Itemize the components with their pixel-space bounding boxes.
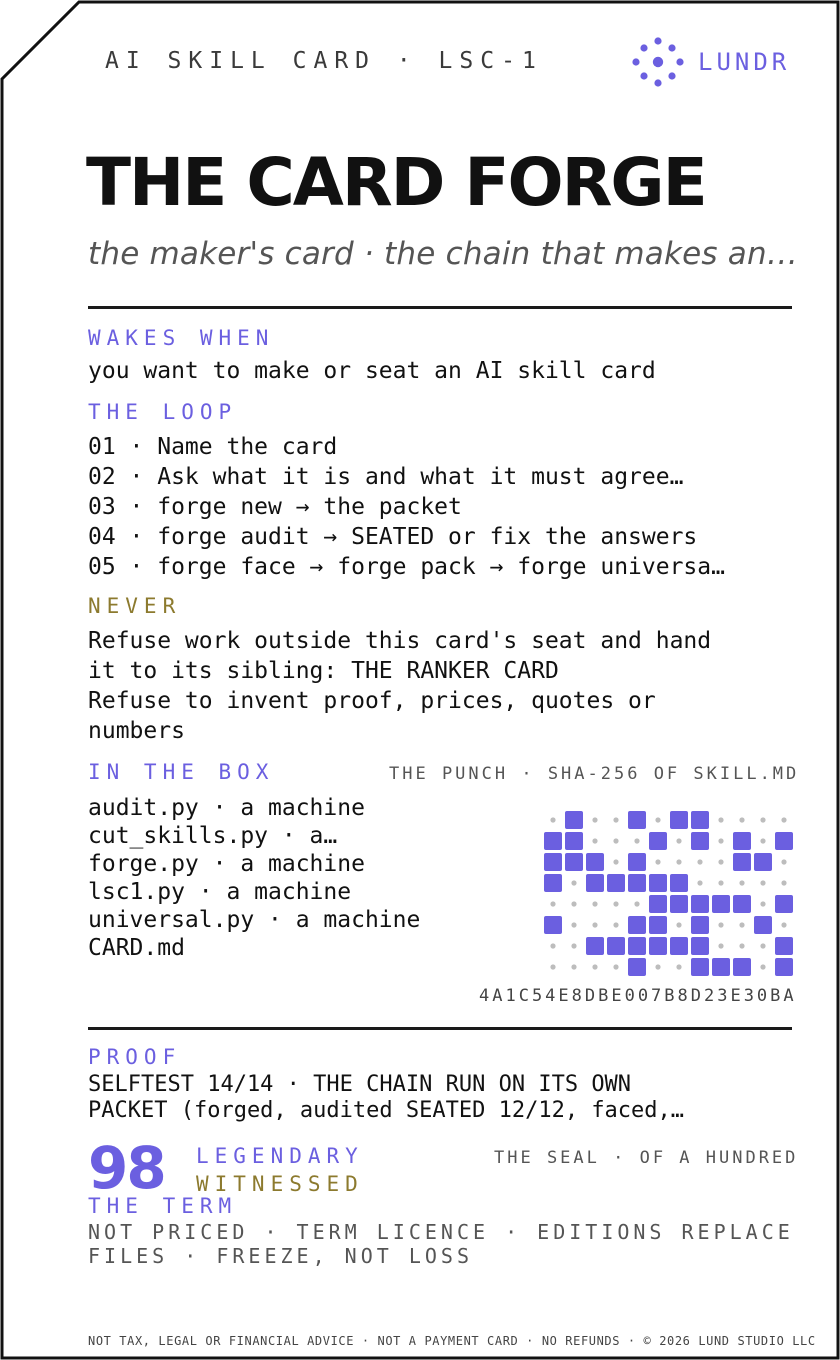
punch-hole (775, 832, 793, 850)
term-line: NOT PRICED · TERM LICENCE · EDITIONS REPLACE (88, 1220, 794, 1244)
punch-dot (718, 943, 723, 948)
proof-label: PROOF (88, 1045, 182, 1069)
card-series: AI SKILL CARD · LSC-1 (105, 48, 543, 74)
divider (88, 1027, 792, 1030)
punch-dot (739, 880, 744, 885)
punch-dot (634, 838, 639, 843)
punch-dot (613, 859, 618, 864)
punch-hole (649, 832, 667, 850)
loop-label: THE LOOP (88, 400, 238, 424)
punch-dot (760, 838, 765, 843)
punch-hole (691, 895, 709, 913)
punch-dot (571, 901, 576, 906)
punch-hole (649, 937, 667, 955)
punch-hole (628, 853, 646, 871)
punch-dot (613, 817, 618, 822)
punch-dot (676, 964, 681, 969)
in-the-box-label: IN THE BOX (88, 760, 275, 784)
punch-dot (571, 922, 576, 927)
punch-dot (550, 901, 555, 906)
punch-hole (586, 874, 604, 892)
punch-dot (760, 943, 765, 948)
punch-dot (655, 859, 660, 864)
punch-hole (712, 958, 730, 976)
punch-hole (733, 895, 751, 913)
term-line: FILES · FREEZE, NOT LOSS (88, 1244, 473, 1268)
punch-hole (628, 958, 646, 976)
punch-dot (571, 943, 576, 948)
punch-dot (676, 838, 681, 843)
punch-dot (697, 880, 702, 885)
punch-dot (592, 838, 597, 843)
punch-dot (655, 817, 660, 822)
punch-dot (634, 901, 639, 906)
punch-dot (592, 901, 597, 906)
punch-hole (691, 832, 709, 850)
punch-hole (565, 853, 583, 871)
punch-dot (613, 901, 618, 906)
punch-dot (697, 859, 702, 864)
seal-tier: LEGENDARY (196, 1144, 364, 1168)
punch-hole (544, 874, 562, 892)
punch-dot (592, 922, 597, 927)
punch-dot (781, 880, 786, 885)
punch-hole (691, 958, 709, 976)
file-list (88, 794, 420, 962)
punch-hole (670, 895, 688, 913)
lundr-logo-icon (630, 36, 686, 88)
punch-hole (607, 874, 625, 892)
punch-dot (571, 964, 576, 969)
never-lines (88, 626, 711, 746)
never-line: it to its sibling: THE RANKER CARD (88, 658, 559, 684)
file-item: CARD.md (88, 935, 185, 961)
punch-hole (670, 811, 688, 829)
punch-hole (544, 916, 562, 934)
loop-step: 04 · forge audit → SEATED or fix the answers (88, 524, 698, 550)
punch-dot (739, 943, 744, 948)
never-line: Refuse work outside this card's seat and hand (88, 628, 712, 654)
punch-dot (718, 922, 723, 927)
punch-hole (733, 832, 751, 850)
loop-step: 02 · Ask what it is and what it must agree… (88, 464, 684, 490)
loop-step: 05 · forge face → forge pack → forge universa… (88, 554, 725, 580)
punch-hole (649, 895, 667, 913)
proof-line: PACKET (forged, audited SEATED 12/12, faced,… (88, 1098, 685, 1123)
punch-hole (649, 874, 667, 892)
file-item: lsc1.py · a machine (88, 879, 352, 905)
punch-hole (754, 916, 772, 934)
term-lines (88, 1220, 794, 1268)
punch-hole (586, 853, 604, 871)
punch-dot (655, 964, 660, 969)
card-subtitle: the maker's card · the chain that makes an… (88, 236, 799, 272)
punch-dot (718, 817, 723, 822)
punch-hole (775, 958, 793, 976)
punch-dot (550, 943, 555, 948)
punch-hole (712, 895, 730, 913)
punch-dot (676, 922, 681, 927)
punch-dot (739, 922, 744, 927)
punch-hole (670, 874, 688, 892)
file-item: universal.py · a machine (88, 907, 421, 933)
punch-hole (628, 874, 646, 892)
punch-hash: 4A1C54E8DBE007B8D23E30BA (479, 986, 797, 1006)
punch-dot (613, 838, 618, 843)
brand-name: LUNDR (698, 48, 791, 76)
punch-hole (691, 937, 709, 955)
wakes-when-label: WAKES WHEN (88, 326, 275, 350)
punch-dot (718, 880, 723, 885)
loop-step: 01 · Name the card (88, 434, 338, 460)
punch-hole (544, 853, 562, 871)
punch-grid (540, 808, 796, 980)
punch-dot (592, 964, 597, 969)
punch-dot (760, 964, 765, 969)
punch-hole (628, 937, 646, 955)
punch-dot (613, 964, 618, 969)
loop-steps (88, 432, 725, 582)
punch-hole (733, 853, 751, 871)
punch-dot (550, 817, 555, 822)
punch-dot (676, 859, 681, 864)
punch-dot (718, 838, 723, 843)
term-label: THE TERM (88, 1194, 238, 1218)
legal-footer: NOT TAX, LEGAL OR FINANCIAL ADVICE · NOT A PAYMENT CARD · NO REFUNDS · © 2026 LUND STUDIO LLC (88, 1334, 816, 1348)
file-item: audit.py · a machine (88, 795, 365, 821)
punch-dot (760, 880, 765, 885)
punch-hole (649, 916, 667, 934)
punch-dot (613, 922, 618, 927)
never-line: numbers (88, 718, 185, 744)
punch-hole (691, 916, 709, 934)
punch-label: THE PUNCH · SHA-256 OF SKILL.MD (389, 764, 800, 784)
file-item: cut_skills.py · a… (88, 823, 338, 849)
card-title: THE CARD FORGE (86, 144, 706, 221)
divider (88, 306, 792, 309)
never-line: Refuse to invent proof, prices, quotes or (88, 688, 656, 714)
wakes-when-text: you want to make or seat an AI skill card (88, 358, 656, 384)
punch-hole (586, 937, 604, 955)
punch-hole (628, 916, 646, 934)
punch-hole (670, 937, 688, 955)
punch-hole (775, 895, 793, 913)
punch-hole (628, 811, 646, 829)
seal-score: 98 (88, 1134, 165, 1202)
file-item: forge.py · a machine (88, 851, 365, 877)
punch-dot (781, 922, 786, 927)
seal-status: WITNESSED (196, 1172, 364, 1196)
never-label: NEVER (88, 594, 182, 618)
seal-caption: THE SEAL · OF A HUNDRED (494, 1148, 799, 1168)
punch-dot (550, 964, 555, 969)
punch-hole (775, 937, 793, 955)
punch-dot (760, 817, 765, 822)
punch-hole (565, 811, 583, 829)
punch-hole (565, 832, 583, 850)
punch-hole (691, 811, 709, 829)
punch-hole (544, 832, 562, 850)
punch-hole (754, 853, 772, 871)
proof-line: SELFTEST 14/14 · THE CHAIN RUN ON ITS OWN (88, 1072, 632, 1097)
punch-dot (592, 817, 597, 822)
punch-dot (739, 817, 744, 822)
punch-dot (781, 817, 786, 822)
punch-dot (571, 880, 576, 885)
punch-dot (718, 859, 723, 864)
punch-hole (607, 937, 625, 955)
punch-dot (781, 859, 786, 864)
punch-hole (733, 958, 751, 976)
loop-step: 03 · forge new → the packet (88, 494, 462, 520)
proof-lines (88, 1072, 684, 1124)
punch-dot (760, 901, 765, 906)
